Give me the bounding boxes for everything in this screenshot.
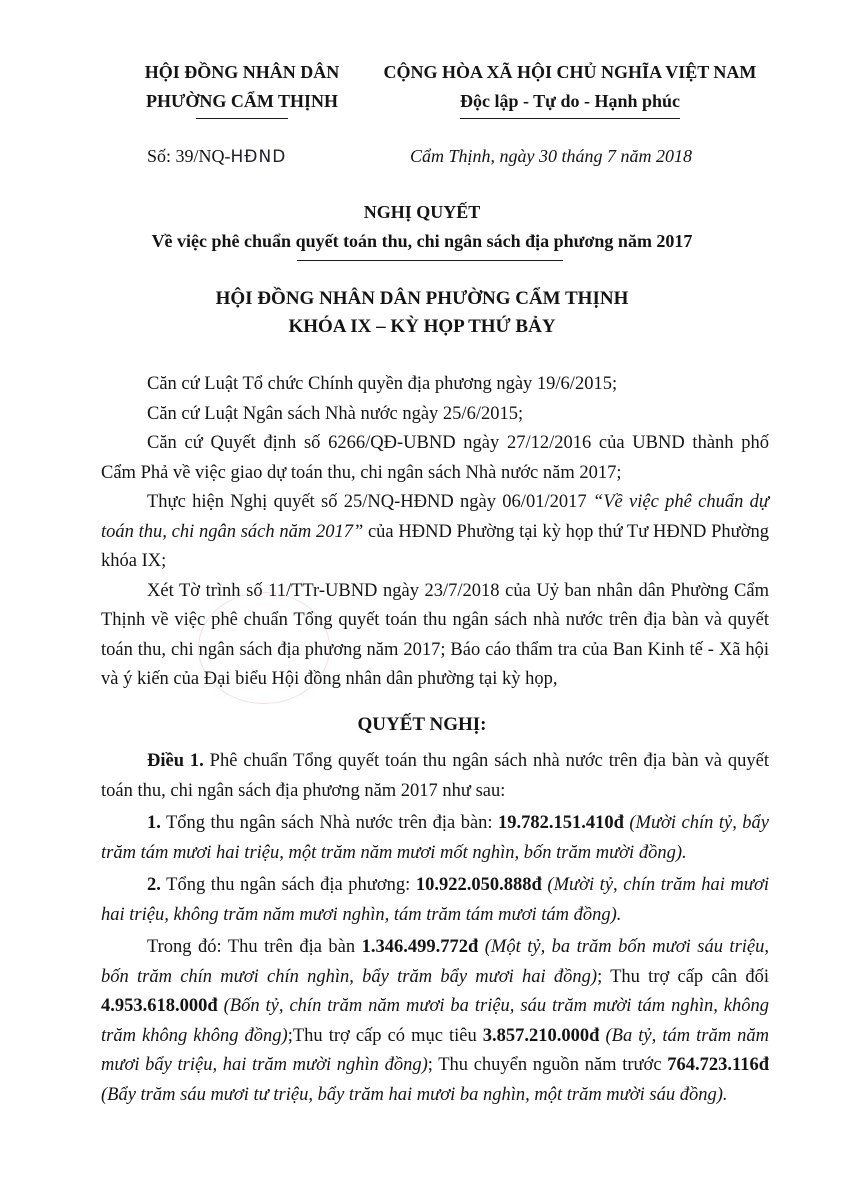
article-1-text: Phê chuẩn Tổng quyết toán thu ngân sách nhà nước trên địa bàn và quyết toán thu, chi ngân sách địa phương năm 2017 như sau: — [101, 751, 769, 801]
item-1-text: Tổng thu ngân sách Nhà nước trên địa bàn: — [160, 813, 499, 833]
document-number — [147, 146, 286, 167]
document-number-handwritten: HĐND — [230, 147, 287, 167]
document-number-prefix: Số: 39/NQ- — [147, 146, 231, 166]
preamble-basis-4-a: Thực hiện Nghị quyết số 25/NQ-HĐND ngày 06/01/2017 — [147, 492, 593, 512]
breakdown-words-3: (Ba tỷ, tám trăm năm mươi bẩy triệu, hai trăm mười nghìn đồng) — [101, 1025, 769, 1075]
item-2 — [101, 871, 769, 930]
breakdown-text-b: ; Thu trợ cấp cân đối — [597, 966, 770, 987]
breakdown-amount-3: 3.857.210.000đ — [482, 1025, 600, 1046]
session-name: KHÓA IX – KỲ HỌP THỨ BẢY — [288, 316, 556, 337]
breakdown-amount-1: 1.346.499.772đ — [361, 937, 479, 957]
item-2-label: 2. — [147, 875, 161, 895]
breakdown-words-2: (Bốn tỷ, chín trăm năm mươi ba triệu, sáu trăm mười tám nghìn, không trăm không không đồng) — [101, 996, 769, 1046]
preamble-consideration: Xét Tờ trình số 11/TTr-UBND ngày 23/7/2018 của Uỷ ban nhân dân Phường Cẩm Thịnh về việc phê chuẩn Tổng quyết toán thu ngân sách nhà nước trên địa bàn và quyết toán thu, chi ngân sách địa phương năm 2017; Báo cáo thẩm tra của Ban Kinh tế - Xã hội và ý kiến của Đại biểu Hội đồng nhân dân phường tại kỳ họp, — [101, 580, 769, 689]
document-type: NGHỊ QUYẾT — [363, 202, 481, 222]
breakdown-words-4: (Bẩy trăm sáu mươi tư triệu, bẩy trăm hai mươi ba nghìn, một trăm mười sáu đồng). — [101, 1084, 728, 1105]
preamble — [101, 370, 769, 695]
article-1-label: Điều 1. — [147, 751, 204, 771]
motto-underline — [460, 118, 680, 119]
breakdown-text-d: ; Thu chuyển nguồn năm trước — [427, 1055, 668, 1075]
issuing-body — [112, 58, 372, 116]
item-1 — [101, 809, 769, 868]
item-2-amount: 10.922.050.888đ — [415, 875, 542, 895]
breakdown-amount-4: 764.723.116đ — [667, 1055, 770, 1075]
preamble-basis-2: Căn cứ Luật Ngân sách Nhà nước ngày 25/6/2015; — [147, 403, 524, 424]
decision-body — [101, 747, 769, 1110]
decision-heading: QUYẾT NGHỊ: — [357, 714, 487, 735]
article-1 — [101, 747, 769, 806]
issuing-body-line1: HỘI ĐỒNG NHÂN DÂN — [144, 62, 340, 82]
council-name: HỘI ĐỒNG NHÂN DÂN PHƯỜNG CẨM THỊNH — [215, 288, 629, 309]
item-1-label: 1. — [147, 813, 161, 833]
national-motto — [370, 58, 770, 116]
breakdown-words-1: (Một tỷ, ba trăm bốn mươi sáu triệu, bốn trăm chín mươi chín nghìn, bẩy trăm bẩy mươi hai đồng) — [101, 937, 769, 987]
preamble-basis-4 — [101, 488, 769, 577]
preamble-basis-1: Căn cứ Luật Tổ chức Chính quyền địa phương ngày 19/6/2015; — [147, 374, 618, 394]
breakdown-amount-2: 4.953.618.000đ — [101, 996, 218, 1016]
item-2-words: (Mười tỷ, chín trăm hai mươi hai triệu, không trăm năm mươi nghìn, tám trăm tám mươi tám đồng). — [101, 875, 769, 925]
subject-underline — [297, 260, 563, 261]
item-2-text: Tổng thu ngân sách địa phương: — [160, 875, 416, 895]
item-2-breakdown — [101, 933, 769, 1110]
national-motto-line1: CỘNG HÒA XÃ HỘI CHỦ NGHĨA VIỆT NAM — [383, 62, 757, 82]
document-subject: Về việc phê chuẩn quyết toán thu, chi ngân sách địa phương năm 2017 — [151, 231, 693, 251]
breakdown-text-c: ;Thu trợ cấp có mục tiêu — [287, 1025, 483, 1046]
issuing-body-underline — [196, 118, 288, 119]
issuing-body-line2: PHƯỜNG CẨM THỊNH — [146, 91, 338, 111]
preamble-basis-4-quote: “Về việc phê chuẩn dự toán thu, chi ngân sách năm 2017” — [101, 492, 769, 542]
preamble-basis-3: Căn cứ Quyết định số 6266/QĐ-UBND ngày 27/12/2016 của UBND thành phố Cẩm Phả về việc giao dự toán thu, chi ngân sách Nhà nước năm 2017; — [101, 433, 769, 483]
breakdown-text-a: Trong đó: Thu trên địa bàn — [147, 937, 362, 957]
document-date: Cẩm Thịnh, ngày 30 tháng 7 năm 2018 — [410, 146, 693, 166]
national-motto-line2: Độc lập - Tự do - Hạnh phúc — [459, 91, 681, 111]
item-1-words: (Mười chín tỷ, bẩy trăm tám mươi hai triệu, một trăm năm mươi mốt nghìn, bốn trăm mười đồng). — [101, 813, 770, 863]
preamble-basis-4-c: của HĐND Phường tại kỳ họp thứ Tư HĐND Phường khóa IX; — [101, 521, 769, 571]
item-1-amount: 19.782.151.410đ — [498, 813, 624, 833]
